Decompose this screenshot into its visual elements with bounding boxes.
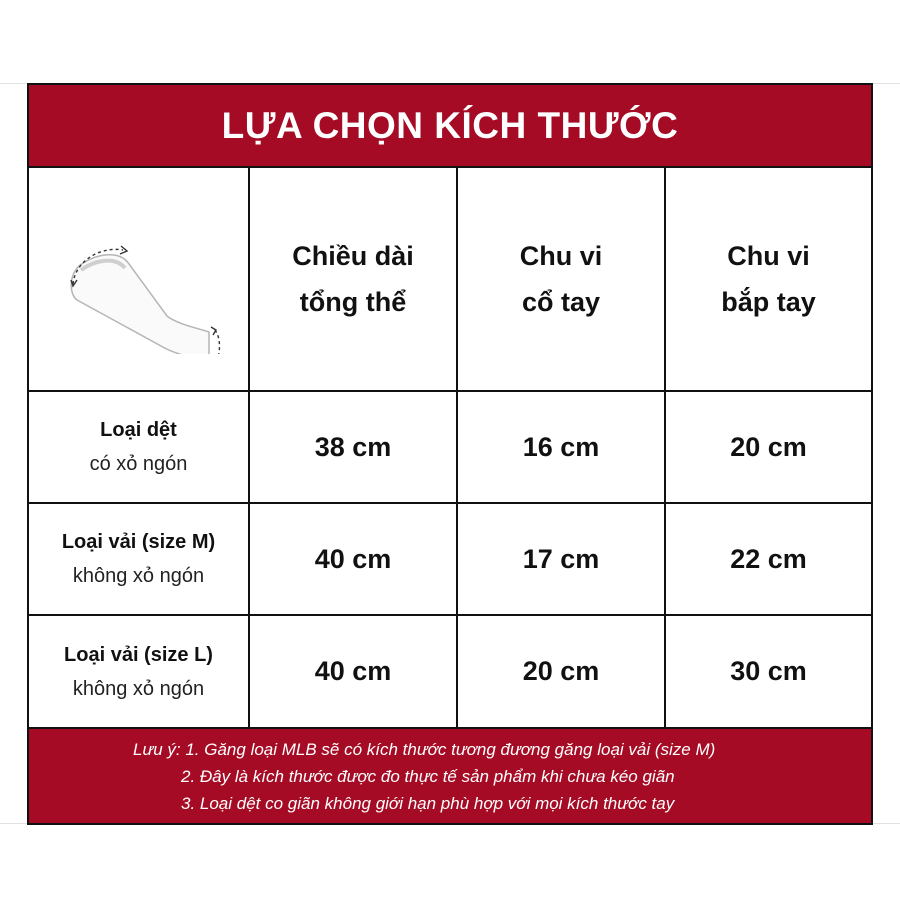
header-total-length <box>250 168 458 392</box>
header-label: tổng thể <box>299 287 407 317</box>
cell-value: 38 cm <box>314 431 392 462</box>
cell-value: 22 cm <box>730 543 807 574</box>
header-label: cổ tay <box>521 287 601 317</box>
row-subtitle: không xỏ ngón <box>72 677 205 700</box>
header-label: Chu vi <box>519 241 603 271</box>
row-subtitle: có xỏ ngón <box>89 453 188 475</box>
size-table <box>29 168 871 729</box>
table-cell <box>666 504 871 616</box>
row-title: Loại vải (size M) <box>61 531 216 553</box>
table-cell <box>666 616 871 729</box>
note-line: 3. Loại dệt co giãn không giới hạn phù hợp với mọi kích thước tay <box>181 793 675 813</box>
row-subtitle: không xỏ ngón <box>72 565 205 587</box>
table-cell <box>458 616 666 729</box>
table-cell <box>666 392 871 504</box>
header-wrist-circumference <box>458 168 666 392</box>
arm-sleeve-icon <box>49 204 229 354</box>
cell-value: 40 cm <box>314 543 392 574</box>
cell-value: 30 cm <box>730 656 807 686</box>
cell-value: 40 cm <box>314 656 392 686</box>
cell-value: 16 cm <box>522 431 600 462</box>
table-cell <box>250 392 458 504</box>
header-label: Chiều dài <box>292 241 414 271</box>
notes-footer <box>29 729 871 823</box>
table-cell <box>458 392 666 504</box>
chart-title: LỰA CHỌN KÍCH THƯỚC <box>29 85 871 168</box>
cell-value: 20 cm <box>730 431 807 462</box>
header-label: bắp tay <box>721 287 816 317</box>
cell-value: 17 cm <box>522 543 600 574</box>
size-chart <box>27 83 873 825</box>
sleeve-image-cell <box>29 168 250 392</box>
table-cell <box>458 504 666 616</box>
table-cell <box>250 616 458 729</box>
row-label-fabric-l <box>29 616 250 729</box>
row-title: Loại dệt <box>100 419 177 441</box>
table-cell <box>250 504 458 616</box>
row-label-woven <box>29 392 250 504</box>
cell-value: 20 cm <box>522 656 600 686</box>
header-bicep-circumference <box>666 168 871 392</box>
note-line: 2. Đây là kích thước được đo thực tế sản phẩm khi chưa kéo giãn <box>181 766 675 786</box>
row-title: Loại vải (size L) <box>64 643 213 666</box>
header-label: Chu vi <box>727 241 810 271</box>
row-label-fabric-m <box>29 504 250 616</box>
note-line: Lưu ý: 1. Găng loại MLB sẽ có kích thước tương đương găng loại vải (size M) <box>133 739 716 759</box>
